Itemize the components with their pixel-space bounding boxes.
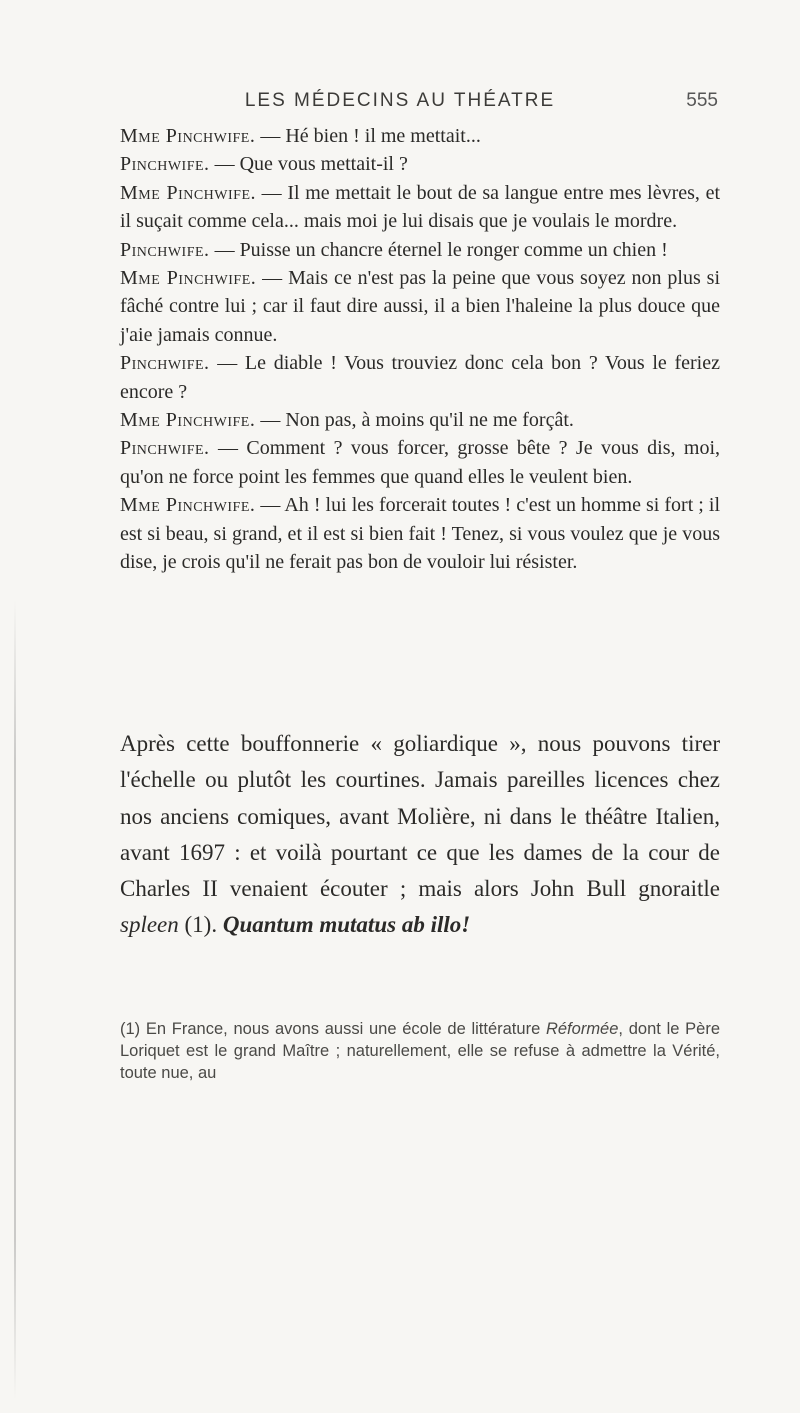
page-number: 555 — [686, 90, 718, 111]
body-paragraph — [120, 726, 720, 944]
dialogue-line — [120, 264, 720, 349]
footnote-part: (1) En France, nous avons aussi une école de littérature — [120, 1020, 546, 1038]
dialogue-text: — Non pas, à moins qu'il ne me forçât. — [255, 409, 574, 432]
speaker-name: Mme Pinchwife. — [120, 125, 256, 147]
footnote-reference: (1). — [178, 912, 223, 938]
dialogue-line — [120, 150, 720, 178]
speaker-name: Pinchwife. — [120, 437, 210, 460]
dialogue-text: — Le diable ! Vous trouviez donc cela bon ? Vous le feriez encore ? — [120, 352, 720, 403]
speaker-name: Pinchwife. — [120, 238, 210, 261]
dialogue-text: — Hé bien ! il me mettait... — [255, 125, 481, 147]
latin-quotation: Quantum mutatus ab illo! — [222, 912, 471, 938]
footnote-text — [120, 1018, 720, 1084]
dialogue-text: — Il me mettait le bout de sa langue entre mes lèvres, et il suçait comme cela... mais moi je lui disais que je voulais le mordre. — [120, 181, 721, 233]
paragraph-text — [120, 726, 720, 944]
dialogue-text: — Que vous mettait-il ? — [209, 153, 408, 176]
speaker-name: Mme Pinchwife. — [120, 494, 256, 517]
speaker-name: Pinchwife. — [120, 352, 210, 375]
dialogue-text: — Puisse un chancre éternel le ronger comme un chien ! — [209, 238, 668, 261]
dialogue-line — [120, 434, 720, 491]
footnote — [120, 1018, 720, 1084]
speaker-name: Mme Pinchwife. — [120, 267, 257, 290]
speaker-name: Pinchwife. — [120, 153, 210, 176]
italic-reformee: Réformée — [545, 1020, 619, 1038]
speaker-name: Mme Pinchwife. — [120, 409, 256, 432]
italic-spleen: spleen — [120, 912, 179, 938]
dialogue-line — [120, 122, 720, 150]
dialogue-line — [120, 406, 720, 434]
dialogue-line — [120, 491, 720, 576]
dialogue-text: — Mais ce n'est pas la peine que vous soyez non plus si fâché contre lui ; car il faut dire aussi, il a bien l'haleine la plus douce que j'aie jamais connue. — [120, 267, 721, 346]
dialogue-text: — Ah ! lui les forcerait toutes ! c'est un homme si fort ; il est si beau, si grand, et il est si bien fait ! Tenez, si vous voulez que je vous dise, je crois qu'il ne ferait pas bon de vouloir lui résister. — [120, 494, 721, 574]
dialogue-line — [120, 349, 720, 406]
speaker-name: Mme Pinchwife. — [120, 181, 257, 204]
page-binding-shadow — [14, 600, 16, 1400]
footnote-part: , dont le Père Loriquet est le grand Maître ; naturellement, elle se refuse à admettre la Vérité, toute nue, au — [120, 1020, 720, 1082]
dialogue-line — [120, 236, 720, 264]
dialogue-text: — Comment ? vous forcer, grosse bête ? Je vous dis, moi, qu'on ne force point les femmes que quand elles le veulent bien. — [120, 437, 720, 488]
running-title: LES MÉDECINS AU THÉATRE — [244, 90, 556, 111]
dialogue-line — [120, 179, 720, 236]
dialogue-section — [120, 122, 720, 577]
page-header — [0, 90, 800, 122]
paragraph-part: Après cette bouffonnerie « goliardique », nous pouvons tirer l'échelle ou plutôt les courtines. Jamais pareilles licences chez nos anciens comiques, avant Molière, ni dans le théâtre Italien, avant 1697 : et voilà pourtant ce que les dames de la cour de Charles II venaient écouter ; mais alors John Bull gnoraitle — [120, 731, 720, 902]
